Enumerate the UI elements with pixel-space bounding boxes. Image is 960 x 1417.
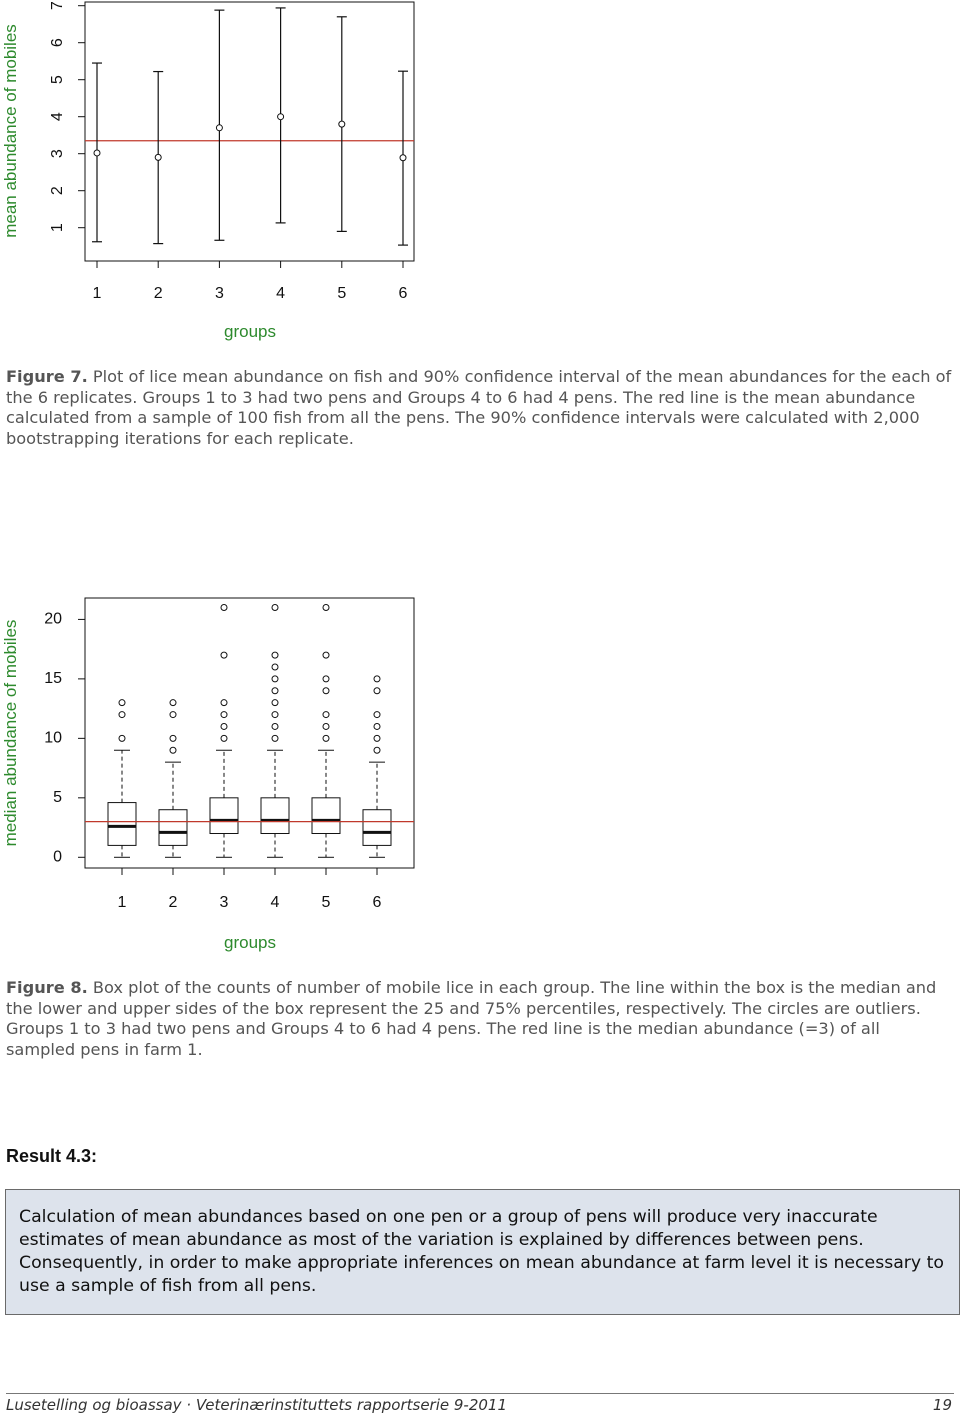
mean-point (339, 121, 345, 127)
outlier-point (323, 676, 329, 682)
x-tick-label: 4 (276, 285, 286, 302)
outlier-point (374, 735, 380, 741)
outlier-point (323, 712, 329, 718)
box (210, 798, 238, 834)
x-tick-label: 2 (153, 285, 163, 302)
figure8-caption (6, 978, 952, 1060)
x-tick-label: 6 (372, 894, 382, 911)
mean-point (155, 154, 161, 160)
outlier-point (170, 735, 176, 741)
y-tick-label: 0 (53, 848, 62, 866)
x-tick-label: 6 (398, 285, 408, 302)
y-tick-label: 20 (44, 610, 62, 628)
outlier-point (119, 712, 125, 718)
mean-point (278, 114, 284, 120)
box (108, 803, 136, 846)
outlier-point (272, 688, 278, 694)
y-tick-label: 5 (49, 75, 67, 85)
outlier-point (170, 747, 176, 753)
box (159, 810, 187, 846)
x-tick-label: 3 (214, 285, 224, 302)
figure8-text: Box plot of the counts of number of mobile lice in each group. The line within the box is the median and the lower and upper sides of the box represent the 25 and 75% percentiles, respectively. The circles are outliers. Groups 1 to 3 had two pens and Groups 4 to 6 had 4 pens. The red line is the median abundance (=3) of all sampled pens in farm 1. (6, 978, 937, 1059)
x-tick-label: 1 (92, 285, 102, 302)
outlier-point (221, 723, 227, 729)
outlier-point (221, 605, 227, 611)
outlier-point (272, 735, 278, 741)
box (312, 798, 340, 834)
outlier-point (170, 700, 176, 706)
plot-frame (85, 2, 414, 261)
figure7-label: Figure 7. (6, 367, 88, 386)
outlier-point (272, 712, 278, 718)
outlier-point (323, 605, 329, 611)
outlier-point (374, 712, 380, 718)
outlier-point (119, 735, 125, 741)
outlier-point (323, 688, 329, 694)
figure8-label: Figure 8. (6, 978, 88, 997)
result-text: Calculation of mean abundances based on one pen or a group of pens will produce very inaccurate estimates of mean abundance as most of the variation is explained by differences between pens. Consequently, in order to make appropriate inferences on mean abundance at farm level it is necessary to use a sample of fish from all pens. (19, 1207, 944, 1296)
outlier-point (374, 747, 380, 753)
x-axis-label: groups (224, 322, 276, 341)
x-axis-label: groups (224, 933, 276, 952)
outlier-point (221, 652, 227, 658)
result-box (5, 1189, 960, 1315)
x-tick-label: 4 (270, 894, 280, 911)
figure7-caption (6, 367, 952, 449)
figure7-text: Plot of lice mean abundance on fish and 90% confidence interval of the mean abundances for the each of the 6 replicates. Groups 1 to 3 had two pens and Groups 4 to 6 had 4 pens. The red line is the mean abundance calculated from a sample of 100 fish from all the pens. The 90% confidence intervals were calculated with 2,000 bootstrapping iterations for each replicate. (6, 367, 952, 448)
y-axis-label: median abundance of mobiles (1, 619, 20, 847)
figure8-svg (0, 590, 430, 960)
outlier-point (221, 735, 227, 741)
result-heading: Result 4.3: (6, 1146, 98, 1166)
outlier-point (170, 712, 176, 718)
x-tick-label: 3 (219, 894, 229, 911)
x-tick-label: 1 (117, 894, 127, 911)
outlier-point (272, 723, 278, 729)
outlier-point (374, 723, 380, 729)
box (261, 798, 289, 834)
outlier-point (272, 664, 278, 670)
figure7-chart (0, 0, 430, 350)
y-tick-label: 7 (49, 1, 67, 11)
outlier-point (323, 723, 329, 729)
y-axis-label: mean abundance of mobiles (1, 24, 20, 238)
outlier-point (323, 652, 329, 658)
y-tick-label: 15 (44, 670, 62, 688)
y-tick-label: 10 (44, 729, 62, 747)
x-tick-label: 2 (168, 894, 178, 911)
outlier-point (374, 676, 380, 682)
y-tick-label: 6 (49, 38, 67, 48)
figure7-svg (0, 0, 430, 350)
y-tick-label: 1 (49, 223, 67, 233)
figure8-chart (0, 590, 430, 960)
page-number: 19 (932, 1396, 952, 1414)
mean-point (94, 150, 100, 156)
outlier-point (272, 605, 278, 611)
y-tick-label: 5 (53, 789, 62, 807)
outlier-point (272, 652, 278, 658)
outlier-point (323, 735, 329, 741)
mean-point (400, 155, 406, 161)
outlier-point (374, 688, 380, 694)
outlier-point (221, 712, 227, 718)
x-tick-label: 5 (337, 285, 347, 302)
y-tick-label: 2 (49, 186, 67, 196)
x-tick-label: 5 (321, 894, 331, 911)
y-tick-label: 3 (49, 149, 67, 159)
mean-point (216, 125, 222, 131)
outlier-point (272, 700, 278, 706)
outlier-point (272, 676, 278, 682)
outlier-point (221, 700, 227, 706)
outlier-point (119, 700, 125, 706)
footer-divider (6, 1393, 954, 1394)
box (363, 810, 391, 846)
footer-title: Lusetelling og bioassay · Veterinærinstituttets rapportserie 9-2011 (6, 1396, 508, 1414)
y-tick-label: 4 (49, 112, 67, 122)
